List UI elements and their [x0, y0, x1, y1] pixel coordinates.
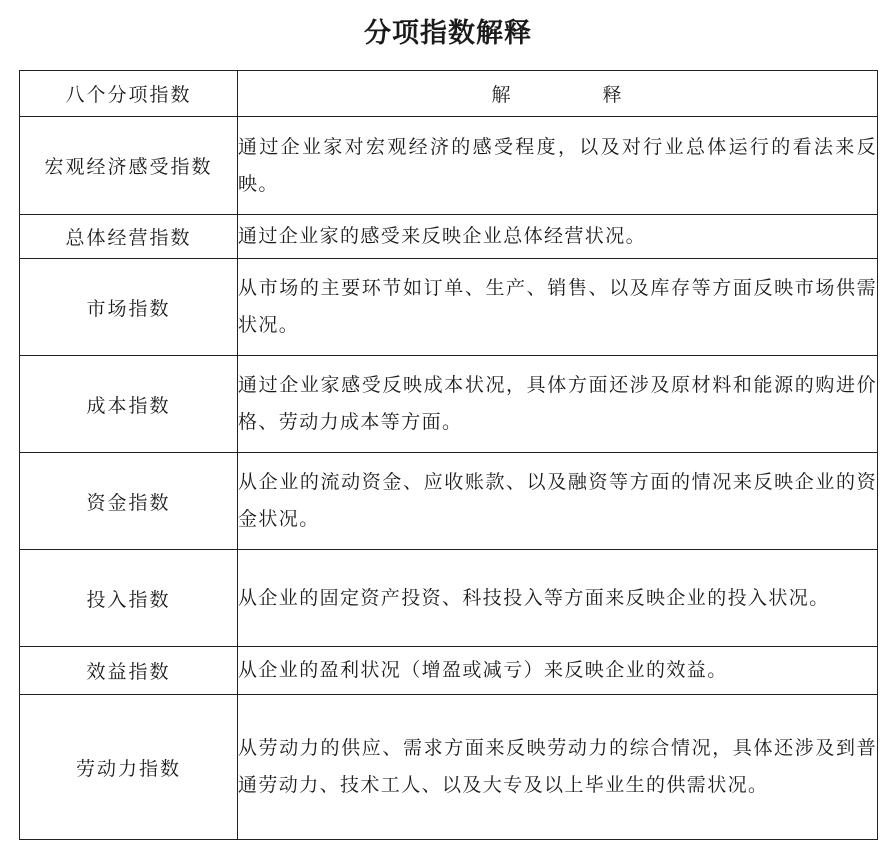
table-row [20, 215, 878, 259]
row-explanation: 从企业的流动资金、应收账款、以及融资等方面的情况来反映企业的资金状况。 [238, 453, 878, 550]
row-explanation: 通过企业家的感受来反映企业总体经营状况。 [238, 215, 878, 259]
row-index-name: 总体经营指数 [20, 215, 238, 259]
row-index-name: 成本指数 [20, 356, 238, 453]
row-explanation: 从企业的固定资产投资、科技投入等方面来反映企业的投入状况。 [238, 550, 878, 647]
table-row [20, 259, 878, 356]
table-row [20, 695, 878, 840]
header-index-name: 八个分项指数 [20, 71, 238, 117]
page-title: 分项指数解释 [364, 18, 532, 49]
row-explanation: 通过企业家对宏观经济的感受程度，以及对行业总体运行的看法来反映。 [238, 117, 878, 215]
table-row [20, 117, 878, 215]
table-row [20, 453, 878, 550]
header-explanation-second-char: 释 [602, 84, 624, 106]
table-row [20, 550, 878, 647]
index-table [19, 70, 878, 840]
table-header-row [20, 71, 878, 117]
row-index-name: 劳动力指数 [20, 695, 238, 840]
row-explanation: 通过企业家感受反映成本状况，具体方面还涉及原材料和能源的购进价格、劳动力成本等方面。 [238, 356, 878, 453]
header-explanation-first-char: 解 [491, 84, 513, 106]
table-row [20, 356, 878, 453]
row-index-name: 市场指数 [20, 259, 238, 356]
row-explanation: 从企业的盈利状况（增盈或减亏）来反映企业的效益。 [238, 647, 878, 695]
row-index-name: 投入指数 [20, 550, 238, 647]
row-explanation: 从劳动力的供应、需求方面来反映劳动力的综合情况，具体还涉及到普通劳动力、技术工人、以及大专及以上毕业生的供需状况。 [238, 695, 878, 840]
header-explanation [238, 71, 878, 117]
row-index-name: 宏观经济感受指数 [20, 117, 238, 215]
row-index-name: 效益指数 [20, 647, 238, 695]
row-explanation: 从市场的主要环节如订单、生产、销售、以及库存等方面反映市场供需状况。 [238, 259, 878, 356]
table-row [20, 647, 878, 695]
row-index-name: 资金指数 [20, 453, 238, 550]
